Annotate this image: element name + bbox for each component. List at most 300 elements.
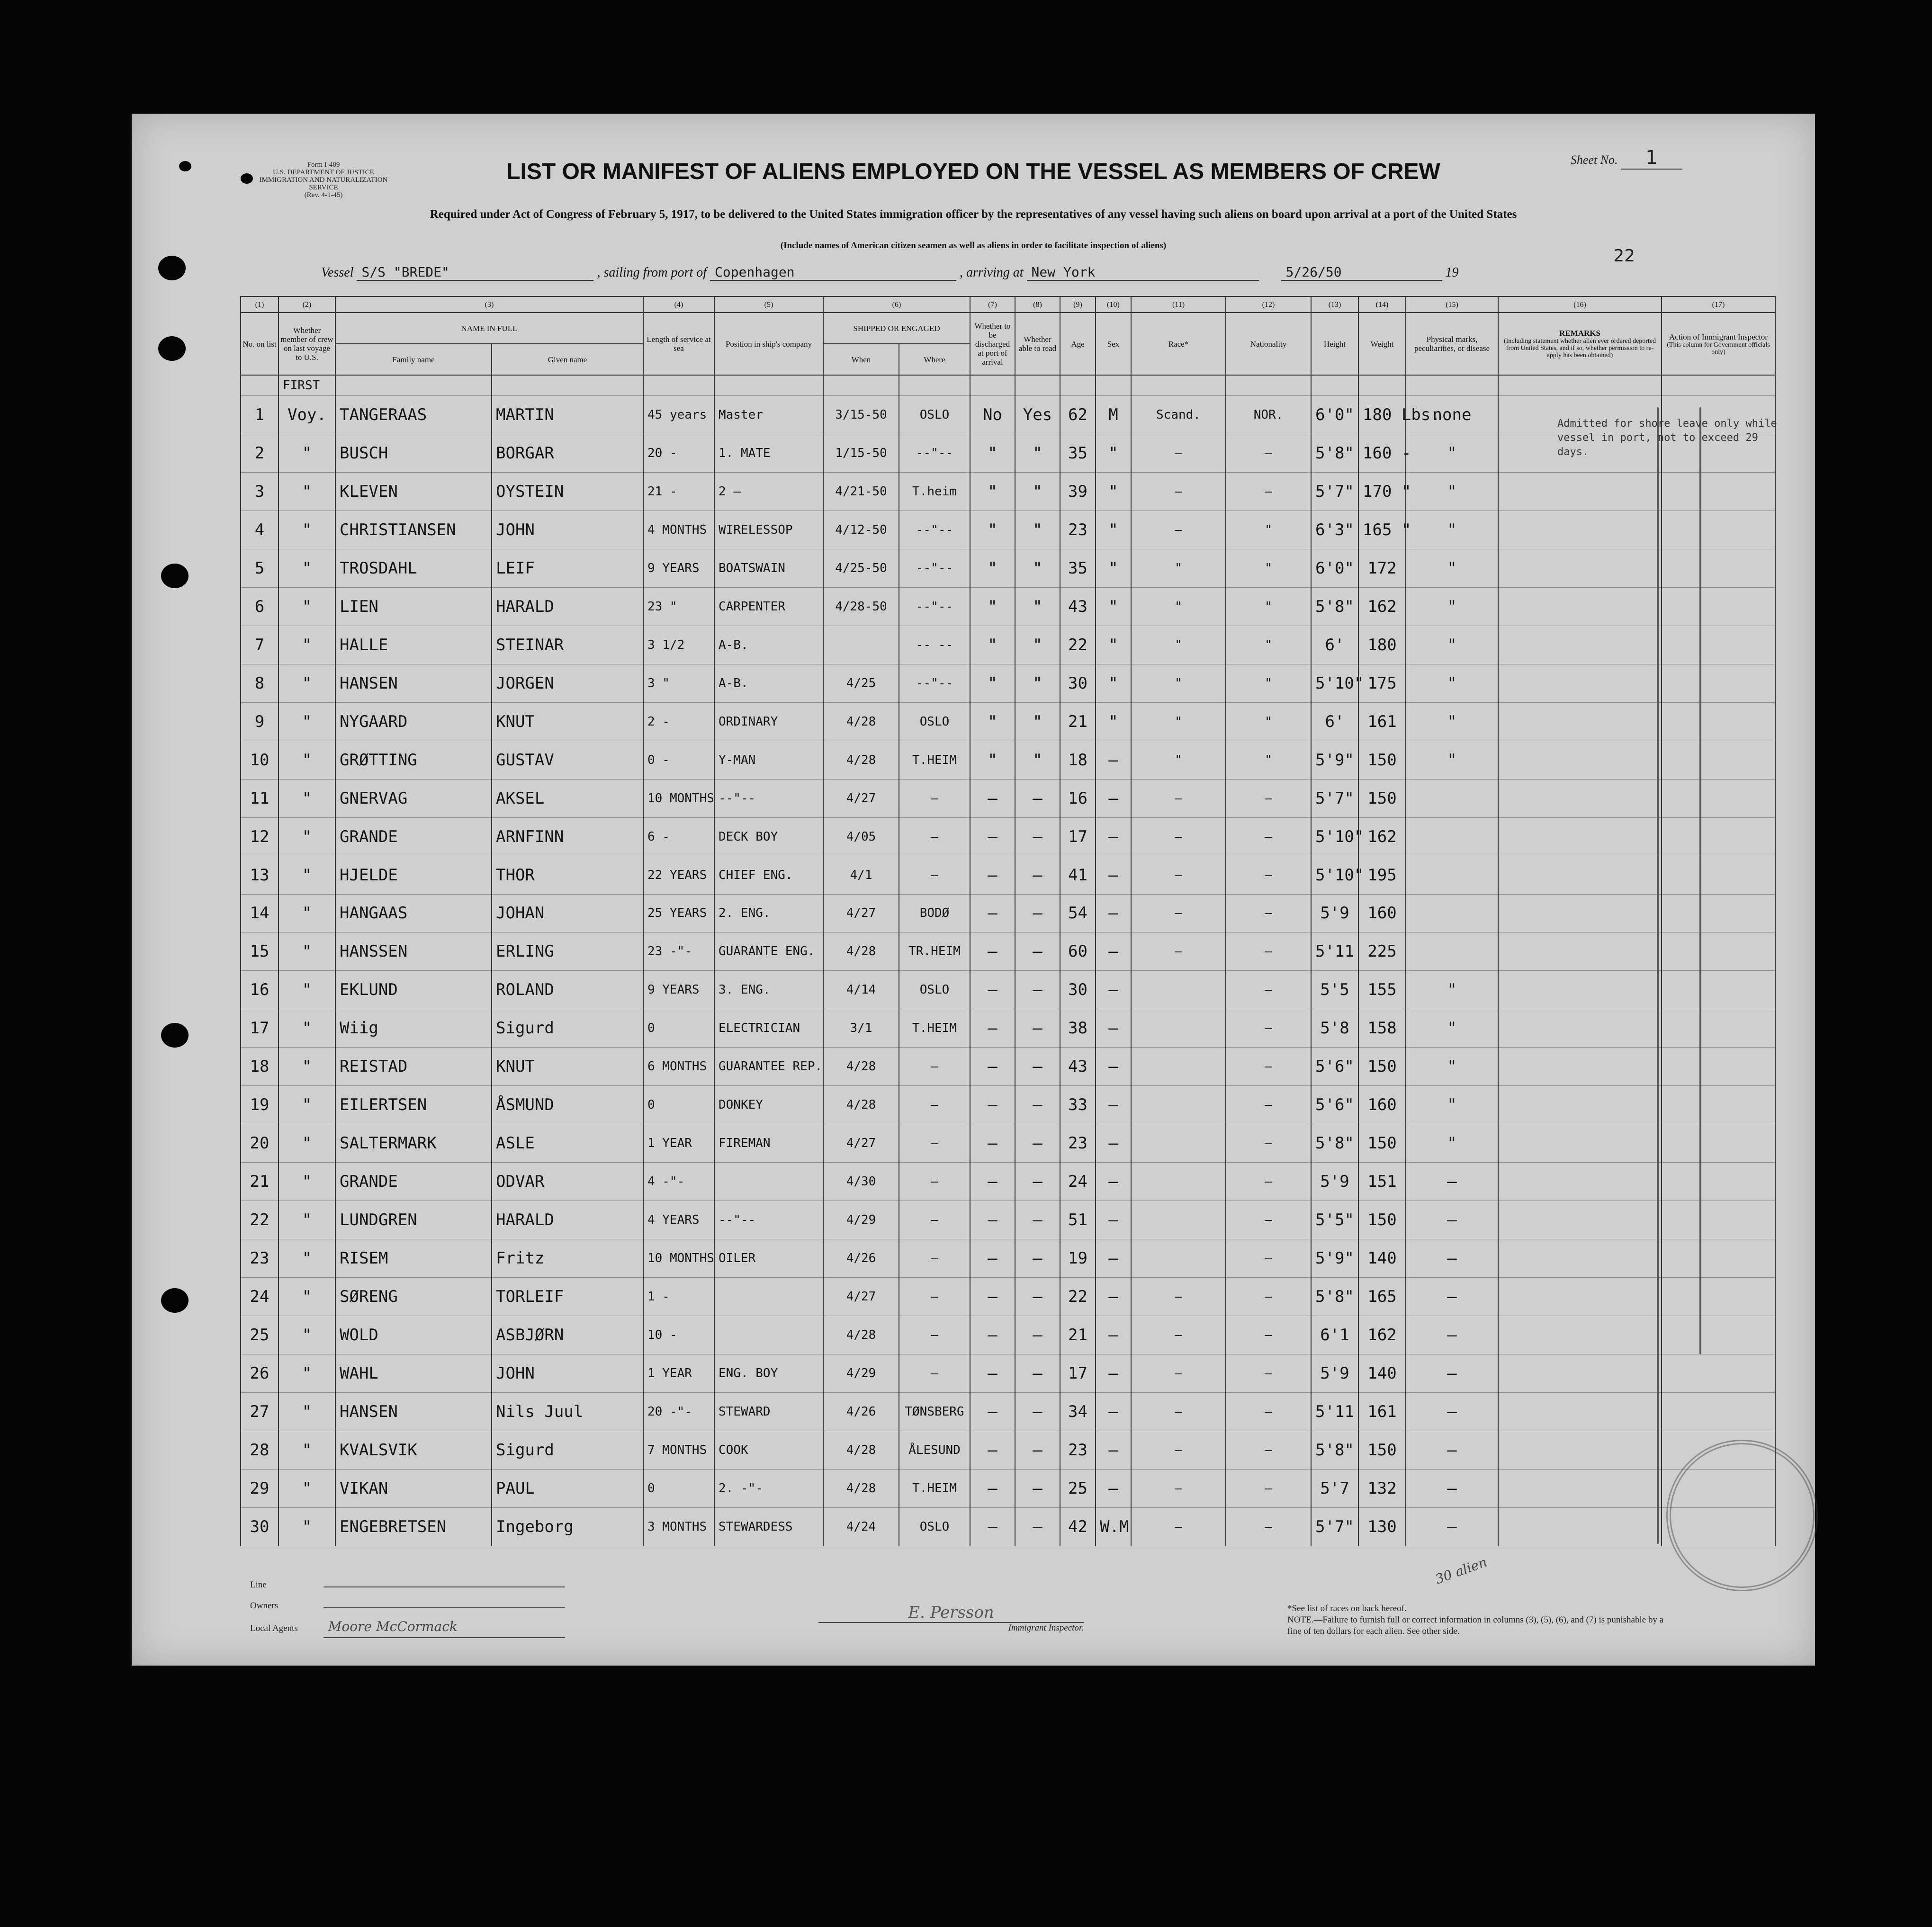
cell-empty: [1662, 473, 1775, 511]
cell-race: ": [1131, 741, 1226, 779]
cell-race: —: [1131, 856, 1226, 894]
cell-last: ": [279, 1354, 335, 1392]
cell-service: 4 YEARS: [643, 1201, 714, 1239]
cell-age: 23: [1060, 1124, 1096, 1163]
table-row: [151, 932, 1837, 971]
cell-service: 10 MONTHS: [643, 779, 714, 817]
cell-read: —: [1015, 1316, 1060, 1354]
cell-weight: 162: [1358, 817, 1406, 856]
cell-no: 14: [241, 894, 279, 932]
cell-family: NYGAARD: [335, 702, 492, 741]
cell-read: —: [1015, 1124, 1060, 1163]
cell-height: 5'7: [1311, 1469, 1358, 1507]
cell-family: BUSCH: [335, 434, 492, 473]
cell-when: 4/27: [823, 1124, 899, 1163]
cell-when: 4/27: [823, 894, 899, 932]
cell-last: ": [279, 817, 335, 856]
cell-empty: [1498, 626, 1662, 664]
cell-sex: —: [1096, 1392, 1131, 1431]
cell-height: 6': [1311, 626, 1358, 664]
cell-race: —: [1131, 1392, 1226, 1431]
form-department: U.S. DEPARTMENT OF JUSTICE: [273, 169, 374, 176]
cell-race: ": [1131, 549, 1226, 587]
cell-when: 1/15-50: [823, 434, 899, 473]
cell-nat: —: [1226, 1507, 1311, 1546]
cell-given: MARTIN: [492, 396, 643, 434]
cell-when: 4/30: [823, 1163, 899, 1201]
cell-height: 5'7": [1311, 779, 1358, 817]
cell-given: LEIF: [492, 549, 643, 587]
cell-where: —: [899, 1278, 970, 1316]
cell-when: 4/14: [823, 971, 899, 1009]
cell-disch: No: [970, 396, 1015, 434]
cell-when: 4/29: [823, 1201, 899, 1239]
cell-where: —: [899, 1086, 970, 1124]
cell-read: ": [1015, 434, 1060, 473]
col-header-action: [1662, 313, 1775, 375]
col-num-15: (15): [1406, 296, 1498, 313]
cell-empty: [1498, 1201, 1662, 1239]
cell-sex: W.M: [1096, 1507, 1131, 1546]
table-row: [151, 741, 1837, 779]
col-header-discharged: Whether to be discharged at port of arrival: [970, 313, 1015, 375]
cell-age: 23: [1060, 1431, 1096, 1469]
cell-race: [1131, 1009, 1226, 1048]
cell-no: 7: [241, 626, 279, 664]
col-num-12: (12): [1226, 296, 1311, 313]
cell-marks: ": [1406, 587, 1498, 626]
cell-given: ROLAND: [492, 971, 643, 1009]
cell-nat: —: [1226, 779, 1311, 817]
cell-age: 21: [1060, 702, 1096, 741]
cell-service: 10 MONTHS: [643, 1239, 714, 1278]
cell-family: WOLD: [335, 1316, 492, 1354]
cell-nat: —: [1226, 1124, 1311, 1163]
cell-where: BODØ: [899, 894, 970, 932]
cell-disch: —: [970, 1048, 1015, 1086]
include-note: (Include names of American citizen seamen as well as aliens in order to facilitate inspection of aliens): [780, 241, 1167, 251]
cell-when: 4/28: [823, 1316, 899, 1354]
cell-weight: 158: [1358, 1009, 1406, 1048]
cell-where: OSLO: [899, 702, 970, 741]
cell-position: CARPENTER: [714, 587, 823, 626]
col-header-service: Length of service at sea: [643, 313, 714, 375]
crew-manifest-table: [151, 296, 1837, 1546]
cell-nat: —: [1226, 434, 1311, 473]
cell-disch: —: [970, 1392, 1015, 1431]
manifest-sheet: [132, 114, 1815, 1666]
cell-empty: [1498, 1507, 1662, 1546]
cell-when: 4/1: [823, 856, 899, 894]
table-row: [151, 626, 1837, 664]
cell-family: KLEVEN: [335, 473, 492, 511]
cell-sex: —: [1096, 1354, 1131, 1392]
vessel-label: Vessel: [321, 265, 354, 280]
cell-empty: [1498, 971, 1662, 1009]
cell-nat: —: [1226, 1431, 1311, 1469]
cell-sex: —: [1096, 1278, 1131, 1316]
table-row: [151, 587, 1837, 626]
remarks-sub: (Including statement whether alien ever ordered deported from United States, and if so, whether permission to re-apply has been obtained): [1503, 338, 1656, 359]
cell-age: 39: [1060, 473, 1096, 511]
cell-age: 22: [1060, 626, 1096, 664]
cell-last: ": [279, 1278, 335, 1316]
cell-age: 42: [1060, 1507, 1096, 1546]
cell-given: KNUT: [492, 702, 643, 741]
cell-sex: —: [1096, 1163, 1131, 1201]
cell-family: HANGAAS: [335, 894, 492, 932]
cell-service: 6 -: [643, 817, 714, 856]
cell-age: 19: [1060, 1239, 1096, 1278]
col-header-given: Given name: [492, 344, 643, 375]
cell-height: 6'3": [1311, 511, 1358, 549]
cell-weight: 150: [1358, 779, 1406, 817]
cell-disch: ": [970, 511, 1015, 549]
cell-family: TROSDAHL: [335, 549, 492, 587]
cell-disch: —: [970, 1086, 1015, 1124]
cell-sex: —: [1096, 1201, 1131, 1239]
cell-empty: [1498, 932, 1662, 971]
cell-race: —: [1131, 511, 1226, 549]
agents-row: [250, 1616, 565, 1639]
cell-sex: ": [1096, 549, 1131, 587]
col-header-age: Age: [1060, 313, 1096, 375]
cell-weight: 170 ": [1358, 473, 1406, 511]
cell-marks: ": [1406, 741, 1498, 779]
cell-family: HANSEN: [335, 664, 492, 702]
cell-no: 15: [241, 932, 279, 971]
cell-disch: ": [970, 434, 1015, 473]
cell-family: ENGEBRETSEN: [335, 1507, 492, 1546]
cell-race: —: [1131, 1431, 1226, 1469]
cell-weight: 150: [1358, 1201, 1406, 1239]
cell-family: CHRISTIANSEN: [335, 511, 492, 549]
sheet-number-value: 1: [1621, 147, 1682, 170]
cell-age: 24: [1060, 1163, 1096, 1201]
col-header-no: No. on list: [241, 313, 279, 375]
cell-given: Nils Juul: [492, 1392, 643, 1431]
cell-no: 18: [241, 1048, 279, 1086]
cell-where: TØNSBERG: [899, 1392, 970, 1431]
cell-position: OILER: [714, 1239, 823, 1278]
cell-last: ": [279, 894, 335, 932]
cell-no: 12: [241, 817, 279, 856]
col-header-sex: Sex: [1096, 313, 1131, 375]
cell-read: ": [1015, 702, 1060, 741]
year-label: 19: [1445, 265, 1459, 280]
cell-when: 4/28: [823, 741, 899, 779]
col-num-8: (8): [1015, 296, 1060, 313]
table-row: [151, 971, 1837, 1009]
cell-read: —: [1015, 1469, 1060, 1507]
cell-no: 5: [241, 549, 279, 587]
cell-when: [823, 626, 899, 664]
cell-age: 41: [1060, 856, 1096, 894]
col-header-read: Whether able to read: [1015, 313, 1060, 375]
cell-where: —: [899, 1163, 970, 1201]
cell-weight: 162: [1358, 587, 1406, 626]
cell-service: 45 years: [643, 396, 714, 434]
cell-age: 43: [1060, 587, 1096, 626]
cell-last: ": [279, 1048, 335, 1086]
cell-empty: [1662, 549, 1775, 587]
cell-race: —: [1131, 779, 1226, 817]
cell-service: 0: [643, 1009, 714, 1048]
cell-no: 2: [241, 434, 279, 473]
cell-no: 25: [241, 1316, 279, 1354]
cell-family: EILERTSEN: [335, 1086, 492, 1124]
cell-empty: [1498, 1048, 1662, 1086]
cell-last: ": [279, 856, 335, 894]
cell-last: ": [279, 702, 335, 741]
cell-race: ": [1131, 626, 1226, 664]
cell-height: 5'9": [1311, 741, 1358, 779]
sheet-number-label: Sheet No.: [1570, 153, 1618, 167]
col-num-4: (4): [643, 296, 714, 313]
arriving-port: New York: [1027, 264, 1259, 281]
cell-marks: —: [1406, 1469, 1498, 1507]
cell-when: 4/24: [823, 1507, 899, 1546]
cell-disch: —: [970, 1278, 1015, 1316]
cell-no: 4: [241, 511, 279, 549]
cell-where: T.heim: [899, 473, 970, 511]
cell-height: 6'1: [1311, 1316, 1358, 1354]
cell-last: ": [279, 779, 335, 817]
cell-marks: —: [1406, 1507, 1498, 1546]
cell-given: OYSTEIN: [492, 473, 643, 511]
cell-given: GUSTAV: [492, 741, 643, 779]
cell-read: —: [1015, 1163, 1060, 1201]
cell-no: 30: [241, 1507, 279, 1546]
cell-disch: —: [970, 1431, 1015, 1469]
cell-service: 22 YEARS: [643, 856, 714, 894]
cell-empty: [1498, 1086, 1662, 1124]
cell-disch: —: [970, 971, 1015, 1009]
cell-family: REISTAD: [335, 1048, 492, 1086]
table-row: [151, 894, 1837, 932]
cell-race: ": [1131, 702, 1226, 741]
cell-sex: —: [1096, 1086, 1131, 1124]
cell-empty: [1498, 511, 1662, 549]
cell-empty: [1662, 664, 1775, 702]
cell-read: —: [1015, 971, 1060, 1009]
cell-no: 10: [241, 741, 279, 779]
cell-disch: —: [970, 1009, 1015, 1048]
cell-given: JORGEN: [492, 664, 643, 702]
cell-race: —: [1131, 1278, 1226, 1316]
cell-read: —: [1015, 1392, 1060, 1431]
cell-weight: 132: [1358, 1469, 1406, 1507]
cell-age: 18: [1060, 741, 1096, 779]
cell-given: TORLEIF: [492, 1278, 643, 1316]
cell-sex: ": [1096, 473, 1131, 511]
cell-age: 22: [1060, 1278, 1096, 1316]
cell-where: --"--: [899, 434, 970, 473]
cell-nat: —: [1226, 856, 1311, 894]
cell-age: 25: [1060, 1469, 1096, 1507]
table-row: [151, 817, 1837, 856]
cell-last: ": [279, 1163, 335, 1201]
cell-nat: NOR.: [1226, 396, 1311, 434]
table-row: [151, 1048, 1837, 1086]
cell-sex: —: [1096, 1124, 1131, 1163]
cell-marks: —: [1406, 1163, 1498, 1201]
cell-age: 21: [1060, 1316, 1096, 1354]
cell-empty: [1498, 473, 1662, 511]
cell-empty: [1498, 741, 1662, 779]
cell-empty: [1498, 817, 1662, 856]
col-header-remarks: [1498, 313, 1662, 375]
cell-given: Sigurd: [492, 1431, 643, 1469]
cell-service: 7 MONTHS: [643, 1431, 714, 1469]
table-row: [151, 664, 1837, 702]
cell-given: ARNFINN: [492, 817, 643, 856]
col-num-13: (13): [1311, 296, 1358, 313]
cell-race: ": [1131, 664, 1226, 702]
cell-when: 4/28: [823, 932, 899, 971]
cell-empty: [1498, 549, 1662, 587]
col-header-marks: Physical marks, peculiarities, or disease: [1406, 313, 1498, 375]
form-revision: (Rev. 4-1-45): [304, 191, 343, 199]
cell-empty: [1498, 856, 1662, 894]
cell-no: 21: [241, 1163, 279, 1201]
cell-position: ENG. BOY: [714, 1354, 823, 1392]
cell-when: 4/28: [823, 1431, 899, 1469]
col-header-nationality: Nationality: [1226, 313, 1311, 375]
cell-last: ": [279, 434, 335, 473]
cell-service: 1 YEAR: [643, 1124, 714, 1163]
cell-height: 5'10": [1311, 817, 1358, 856]
cell-age: 30: [1060, 971, 1096, 1009]
cell-disch: —: [970, 779, 1015, 817]
cell-position: CHIEF ENG.: [714, 856, 823, 894]
cell-sex: —: [1096, 856, 1131, 894]
cell-empty: [1498, 1431, 1662, 1469]
cell-age: 38: [1060, 1009, 1096, 1048]
cell-nat: —: [1226, 817, 1311, 856]
binder-hole: [158, 256, 186, 280]
cell-sex: —: [1096, 779, 1131, 817]
cell-when: 4/28: [823, 702, 899, 741]
cell-last: ": [279, 1086, 335, 1124]
cell-position: --"--: [714, 779, 823, 817]
cell-where: —: [899, 1239, 970, 1278]
cell-nat: —: [1226, 1239, 1311, 1278]
right-margin: [1775, 296, 1837, 375]
cell-read: —: [1015, 1239, 1060, 1278]
footer-notes: [1287, 1603, 1666, 1637]
arrival-date: 5/26/50: [1281, 264, 1442, 281]
cell-when: 4/12-50: [823, 511, 899, 549]
cell-family: WAHL: [335, 1354, 492, 1392]
cell-last: ": [279, 549, 335, 587]
cell-service: 23 ": [643, 587, 714, 626]
cell-read: ": [1015, 664, 1060, 702]
cell-age: 62: [1060, 396, 1096, 434]
table-row: [151, 1469, 1837, 1507]
cell-where: T.HEIM: [899, 741, 970, 779]
cell-where: OSLO: [899, 1507, 970, 1546]
cell-given: HARALD: [492, 587, 643, 626]
cell-where: -- --: [899, 626, 970, 664]
cell-disch: ": [970, 549, 1015, 587]
cell-position: [714, 1163, 823, 1201]
cell-service: 0 -: [643, 741, 714, 779]
table-row: [151, 1431, 1837, 1469]
cell-empty: [1662, 971, 1775, 1009]
cell-family: HANSEN: [335, 1392, 492, 1431]
cell-height: 5'8: [1311, 1009, 1358, 1048]
cell-read: ": [1015, 473, 1060, 511]
cell-empty: [1662, 1201, 1775, 1239]
cell-family: KVALSVIK: [335, 1431, 492, 1469]
cell-nat: ": [1226, 664, 1311, 702]
cell-empty: [1662, 511, 1775, 549]
cell-marks: [1406, 932, 1498, 971]
cell-position: FIREMAN: [714, 1124, 823, 1163]
cell-no: 13: [241, 856, 279, 894]
cell-disch: ": [970, 664, 1015, 702]
remarks-bracket-line: [1699, 407, 1701, 1354]
cell-disch: —: [970, 1201, 1015, 1239]
cell-last: ": [279, 473, 335, 511]
cell-nat: —: [1226, 1278, 1311, 1316]
cell-empty: [1498, 664, 1662, 702]
cell-empty: [1662, 587, 1775, 626]
cell-height: 5'5": [1311, 1201, 1358, 1239]
cell-given: Fritz: [492, 1239, 643, 1278]
cell-service: 3 MONTHS: [643, 1507, 714, 1546]
cell-no: 16: [241, 971, 279, 1009]
cell-age: 16: [1060, 779, 1096, 817]
col-header-shipped: SHIPPED OR ENGAGED: [823, 313, 970, 344]
cell-empty: [1662, 894, 1775, 932]
cell-marks: —: [1406, 1354, 1498, 1392]
left-margin: [151, 296, 241, 375]
cell-read: ": [1015, 549, 1060, 587]
cell-last: ": [279, 741, 335, 779]
cell-disch: —: [970, 1507, 1015, 1546]
col-header-when: When: [823, 344, 899, 375]
cell-empty: [1498, 587, 1662, 626]
cell-position: ORDINARY: [714, 702, 823, 741]
cell-nat: ": [1226, 587, 1311, 626]
cell-height: 5'11: [1311, 932, 1358, 971]
action-sub: (This column for Government officials only): [1667, 341, 1770, 356]
cell-where: —: [899, 1354, 970, 1392]
cell-nat: —: [1226, 1469, 1311, 1507]
cell-height: 5'7": [1311, 1507, 1358, 1546]
col-header-weight: Weight: [1358, 313, 1406, 375]
cell-disch: ": [970, 626, 1015, 664]
cell-given: HARALD: [492, 1201, 643, 1239]
table-row: [151, 549, 1837, 587]
cell-family: Wiig: [335, 1009, 492, 1048]
cell-no: 1: [241, 396, 279, 434]
cell-sex: —: [1096, 1469, 1131, 1507]
cell-empty: [1662, 741, 1775, 779]
cell-sex: —: [1096, 1431, 1131, 1469]
table-row: [151, 856, 1837, 894]
legal-requirement: Required under Act of Congress of February 5, 1917, to be delivered to the United States immigration officer by the representatives of any vessel having such aliens on board upon arrival at a port of the United States: [430, 208, 1517, 221]
cell-weight: 130: [1358, 1507, 1406, 1546]
table-row: [151, 779, 1837, 817]
form-service: IMMIGRATION AND NATURALIZATION SERVICE: [259, 176, 388, 191]
cell-sex: ": [1096, 702, 1131, 741]
cell-where: OSLO: [899, 396, 970, 434]
cell-nat: —: [1226, 971, 1311, 1009]
cell-weight: 161: [1358, 1392, 1406, 1431]
